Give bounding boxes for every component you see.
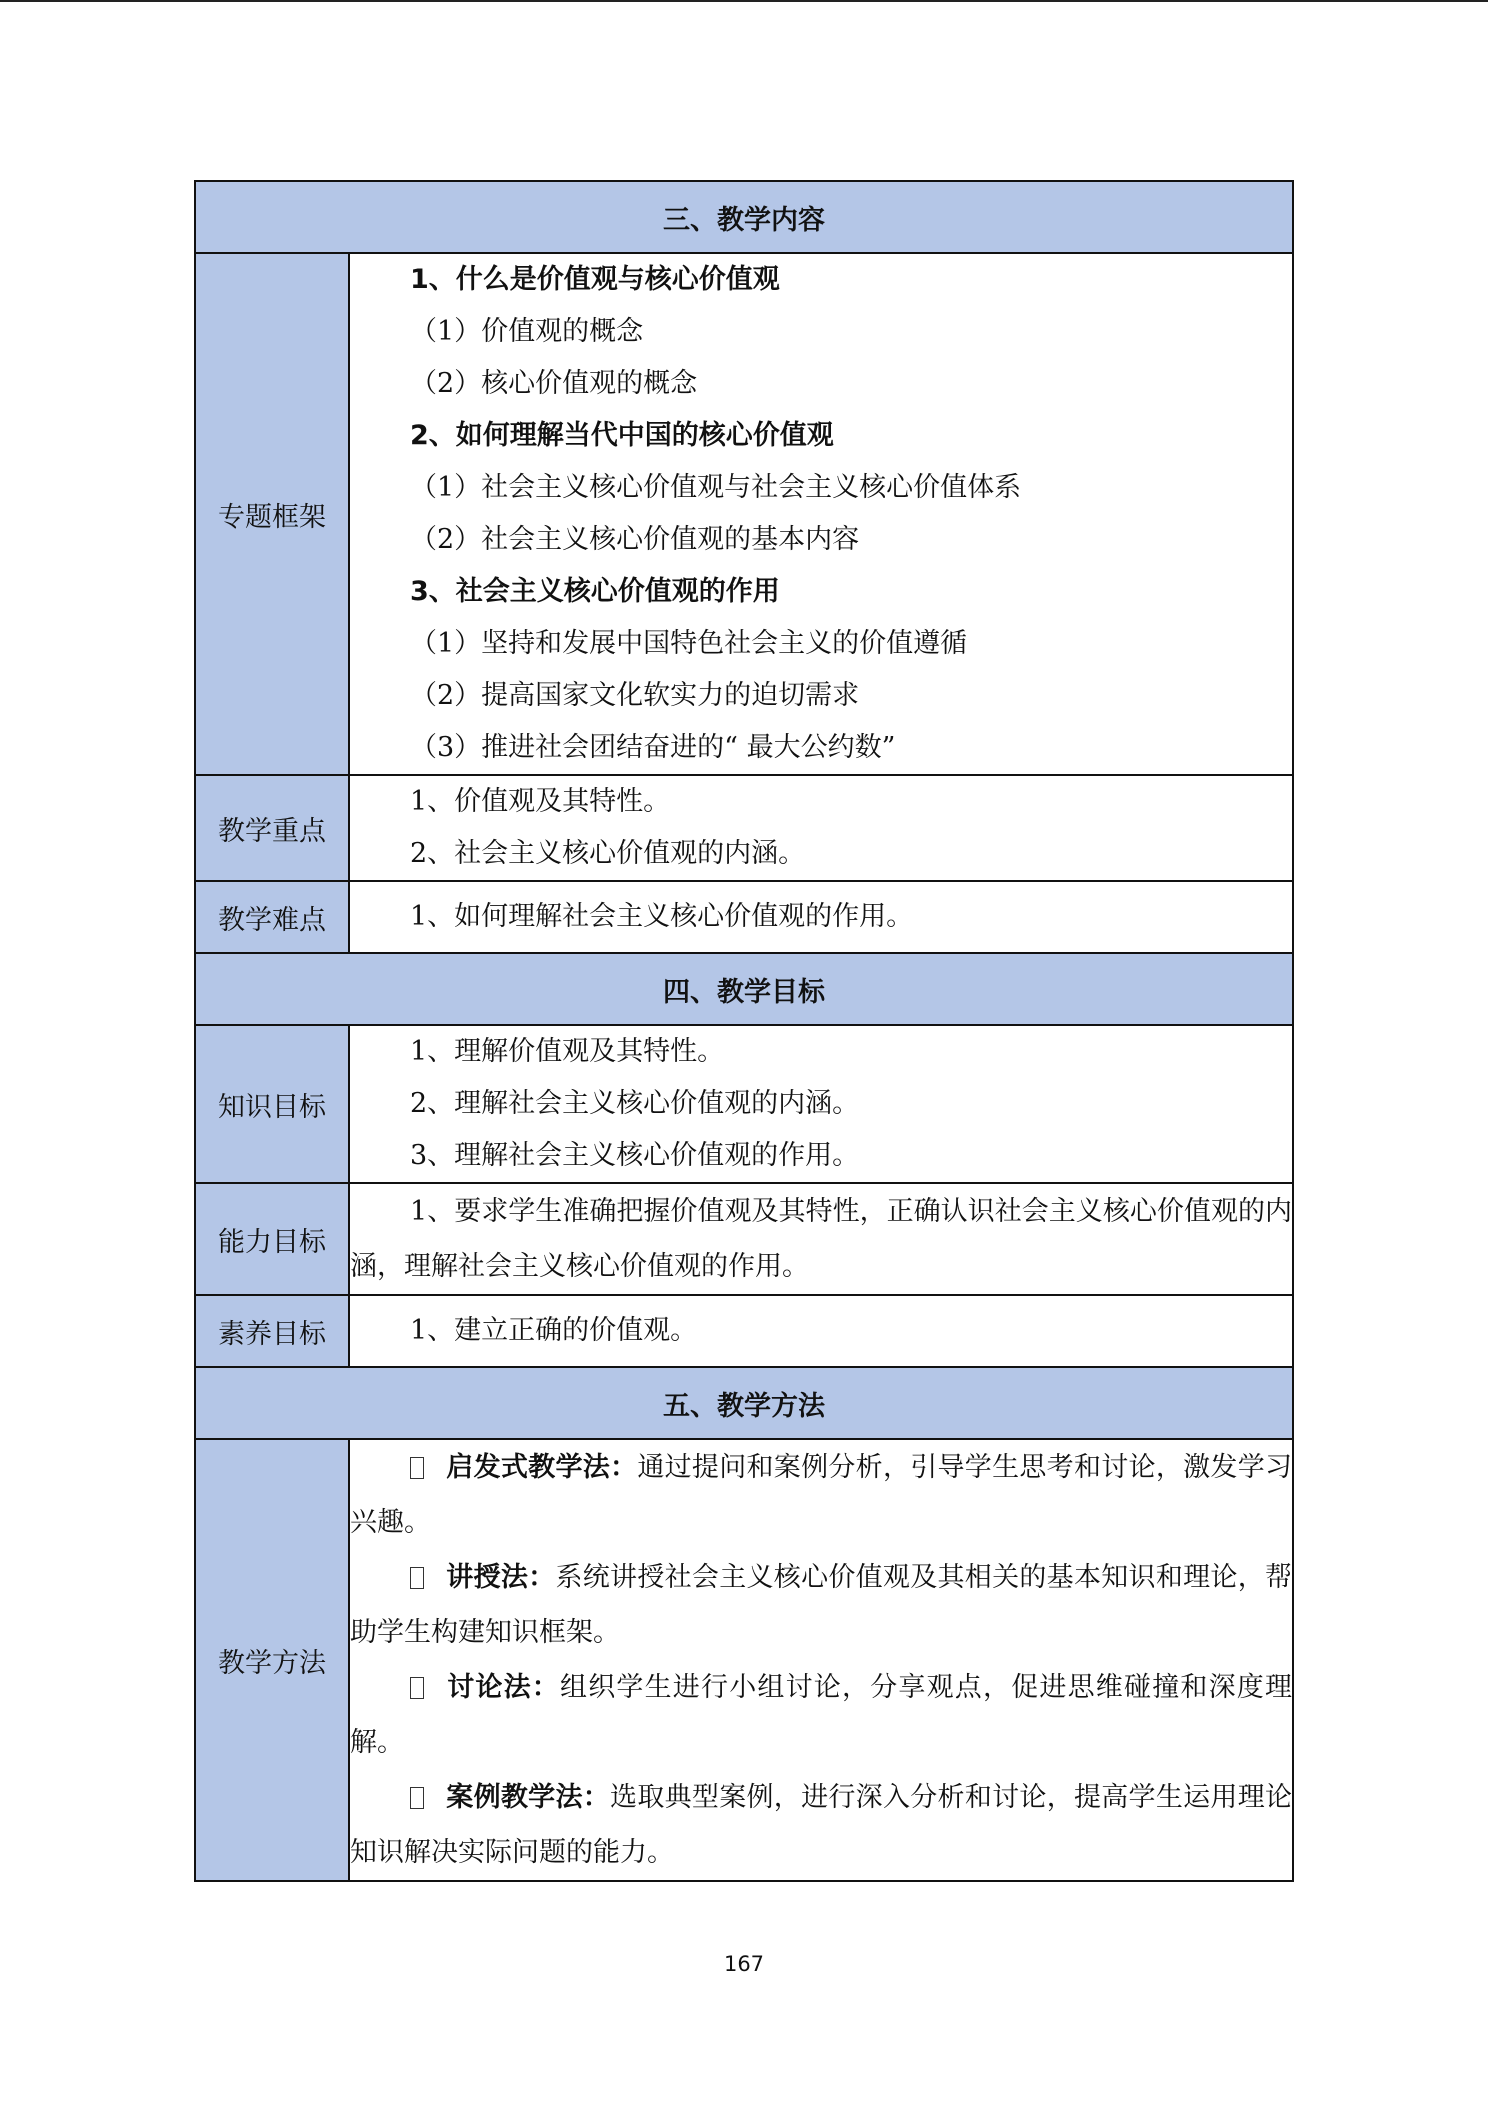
framework-subitem: （2）社会主义核心价值观的基本内容 [410, 524, 860, 555]
bullet-box-icon [410, 1567, 424, 1589]
framework-heading: 2、如何理解当代中国的核心价值观 [410, 420, 834, 451]
section-header-methods: 五、教学方法 [195, 1367, 1293, 1439]
method-item [350, 1770, 1292, 1880]
difficulties-content [349, 881, 1293, 953]
ability-content [349, 1183, 1293, 1295]
method-item [350, 1550, 1292, 1660]
key-point-item: 2、社会主义核心价值观的内涵。 [410, 838, 806, 869]
key-point-item: 1、价值观及其特性。 [410, 786, 671, 817]
row-label-literacy: 素养目标 [195, 1295, 349, 1367]
literacy-item: 1、建立正确的价值观。 [410, 1315, 698, 1346]
framework-content [349, 253, 1293, 775]
section-header-content: 三、教学内容 [195, 181, 1293, 253]
knowledge-item: 1、理解价值观及其特性。 [410, 1036, 725, 1067]
framework-subitem: （2）核心价值观的概念 [410, 368, 698, 399]
lesson-plan-table [194, 180, 1294, 1882]
page-top-border [0, 0, 1488, 2]
bullet-box-icon [410, 1457, 424, 1479]
framework-subitem: （1）社会主义核心价值观与社会主义核心价值体系 [410, 472, 1022, 503]
bullet-box-icon [410, 1787, 424, 1809]
method-description: 组织学生进行小组讨论，分享观点，促进思维碰撞和深度理解。 [350, 1672, 1292, 1758]
literacy-content [349, 1295, 1293, 1367]
framework-subitem: （3）推进社会团结奋进的“ 最大公约数” [410, 732, 896, 763]
key-points-content [349, 775, 1293, 881]
row-label-methods: 教学方法 [195, 1439, 349, 1881]
method-name: 案例教学法： [446, 1782, 611, 1813]
framework-subitem: （1）坚持和发展中国特色社会主义的价值遵循 [410, 628, 968, 659]
method-item [350, 1440, 1292, 1550]
section-header-objectives: 四、教学目标 [195, 953, 1293, 1025]
bullet-box-icon [410, 1677, 424, 1699]
method-name: 讨论法： [446, 1672, 560, 1703]
method-description: 选取典型案例，进行深入分析和讨论，提高学生运用理论知识解决实际问题的能力。 [350, 1782, 1293, 1868]
methods-content [349, 1439, 1293, 1881]
ability-text: 1、要求学生准确把握价值观及其特性，正确认识社会主义核心价值观的内涵，理解社会主义核心价值观的作用。 [350, 1196, 1292, 1282]
knowledge-item: 2、理解社会主义核心价值观的内涵。 [410, 1088, 860, 1119]
method-item [350, 1660, 1292, 1770]
framework-heading: 3、社会主义核心价值观的作用 [410, 576, 780, 607]
difficulty-item: 1、如何理解社会主义核心价值观的作用。 [410, 901, 914, 932]
method-name: 启发式教学法： [446, 1452, 638, 1483]
method-name: 讲授法： [446, 1562, 556, 1593]
row-label-key-points: 教学重点 [195, 775, 349, 881]
row-label-ability: 能力目标 [195, 1183, 349, 1295]
knowledge-item: 3、理解社会主义核心价值观的作用。 [410, 1140, 860, 1171]
row-label-framework: 专题框架 [195, 253, 349, 775]
row-label-difficulties: 教学难点 [195, 881, 349, 953]
row-label-knowledge: 知识目标 [195, 1025, 349, 1183]
framework-subitem: （1）价值观的概念 [410, 316, 644, 347]
framework-subitem: （2）提高国家文化软实力的迫切需求 [410, 680, 860, 711]
page-number: 167 [723, 1952, 765, 1976]
method-description: 系统讲授社会主义核心价值观及其相关的基本知识和理论，帮助学生构建知识框架。 [350, 1562, 1293, 1648]
framework-heading: 1、什么是价值观与核心价值观 [410, 264, 780, 295]
knowledge-content [349, 1025, 1293, 1183]
method-description: 通过提问和案例分析，引导学生思考和讨论，激发学习兴趣。 [350, 1452, 1293, 1538]
